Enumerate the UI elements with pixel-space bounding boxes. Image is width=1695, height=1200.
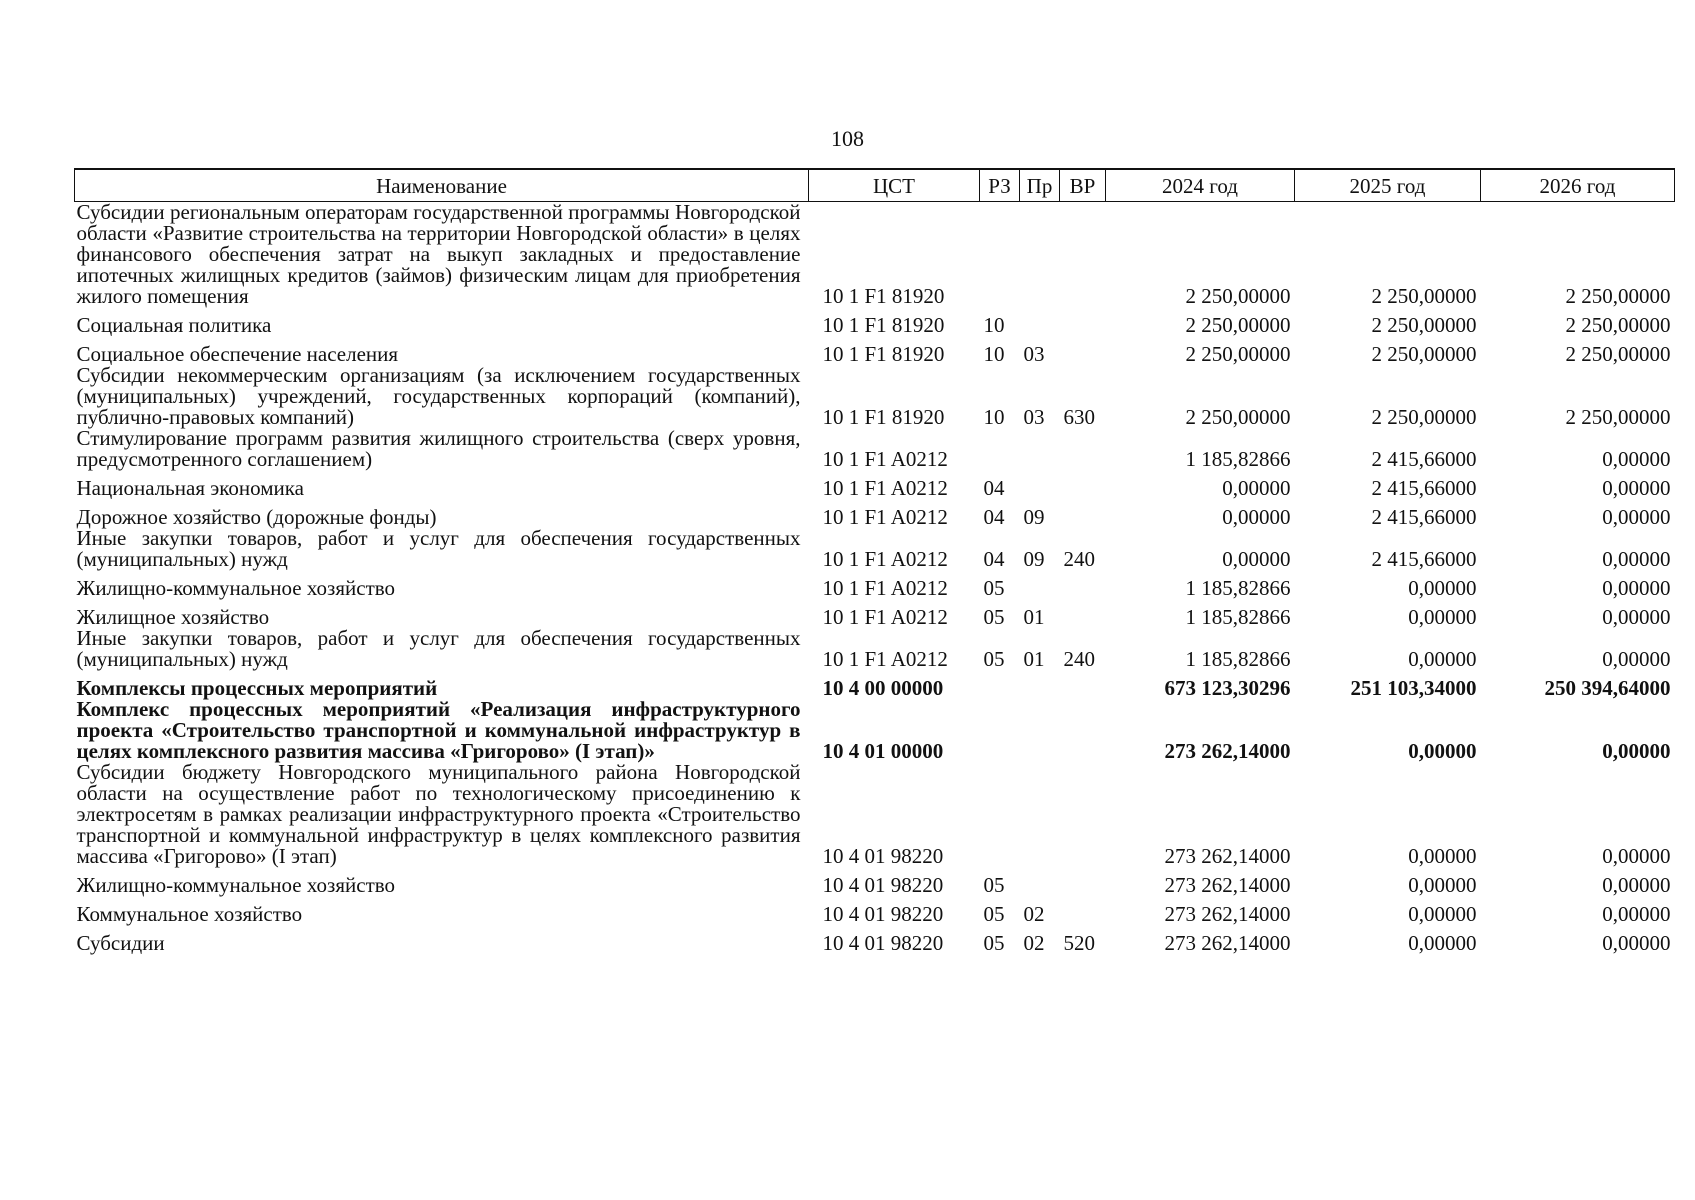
row-2026: 0,00000 bbox=[1602, 873, 1671, 897]
page-number: 108 bbox=[831, 126, 864, 151]
row-2026: 0,00000 bbox=[1602, 902, 1671, 926]
table-row bbox=[75, 428, 1675, 470]
row-cst: 10 1 F1 81920 bbox=[822, 342, 945, 366]
row-2025: 2 415,66000 bbox=[1371, 476, 1477, 500]
row-2025: 0,00000 bbox=[1408, 647, 1477, 671]
row-vr bbox=[1060, 867, 1106, 896]
row-2025: 0,00000 bbox=[1408, 605, 1477, 629]
row-name bbox=[75, 307, 809, 336]
row-2025: 2 415,66000 bbox=[1371, 505, 1477, 529]
row-2025: 0,00000 bbox=[1408, 931, 1477, 955]
table-row bbox=[75, 528, 1675, 570]
row-name bbox=[75, 336, 809, 365]
row-pr: 09 bbox=[1023, 547, 1045, 571]
row-rz: 04 bbox=[983, 547, 1005, 571]
row-2024: 1 185,82866 bbox=[1185, 447, 1291, 471]
row-name bbox=[75, 670, 809, 699]
row-2026: 0,00000 bbox=[1602, 739, 1671, 763]
row-2024: 273 262,14000 bbox=[1164, 739, 1291, 763]
row-rz: 05 bbox=[983, 576, 1005, 600]
row-rz: 05 bbox=[983, 605, 1005, 629]
row-name-text: Жилищное хозяйство bbox=[76, 605, 270, 629]
row-name-text: Субсидии некоммерческим организациям (за исключением государственных (муниципальных) учреждений, государственных корпораций (компаний), публично-правовых компаний) bbox=[76, 363, 801, 429]
row-2024: 1 185,82866 bbox=[1185, 576, 1291, 600]
table-row bbox=[75, 925, 1675, 954]
table-row bbox=[75, 599, 1675, 628]
row-name bbox=[75, 699, 809, 762]
table-row bbox=[75, 628, 1675, 670]
row-cst: 10 4 01 98220 bbox=[822, 873, 944, 897]
row-2026: 2 250,00000 bbox=[1565, 284, 1671, 308]
row-2026: 0,00000 bbox=[1602, 844, 1671, 868]
row-name-text: Иные закупки товаров, работ и услуг для обеспечения государственных (муниципальных) нужд bbox=[76, 626, 801, 671]
row-name bbox=[75, 570, 809, 599]
row-name-text: Социальная политика bbox=[76, 313, 272, 337]
row-pr: 09 bbox=[1023, 505, 1045, 529]
row-2025: 2 250,00000 bbox=[1371, 313, 1477, 337]
row-pr bbox=[1020, 307, 1060, 336]
row-cst: 10 1 F1 81920 bbox=[822, 405, 945, 429]
row-vr bbox=[1060, 428, 1106, 470]
row-name-text: Жилищно-коммунальное хозяйство bbox=[76, 873, 396, 897]
row-name-text: Субсидии региональным операторам государственной программы Новгородской области «Развитие строительства на территории Новгородской области» в целях финансового обеспечения затрат на выкуп закладных и предоставление ипотечных жилищных кредитов (займов) физическим лицам для приобретения жилого помещения bbox=[76, 200, 801, 308]
row-name-text: Субсидии bbox=[76, 931, 165, 955]
row-2025: 0,00000 bbox=[1408, 844, 1477, 868]
row-2024: 2 250,00000 bbox=[1185, 342, 1291, 366]
row-cst: 10 1 F1 A0212 bbox=[822, 447, 948, 471]
row-vr bbox=[1060, 202, 1106, 308]
row-2025: 2 250,00000 bbox=[1371, 405, 1477, 429]
row-name bbox=[75, 628, 809, 670]
row-rz: 10 bbox=[983, 313, 1005, 337]
row-2025: 2 250,00000 bbox=[1371, 342, 1477, 366]
row-name-text: Комплекс процессных мероприятий «Реализация инфраструктурного проекта «Строительство транспортной и коммунальной инфраструктур в целях комплексного развития массива «Григорово» (I этап)» bbox=[76, 697, 801, 763]
row-rz: 04 bbox=[983, 505, 1005, 529]
row-cst: 10 1 F1 A0212 bbox=[822, 605, 948, 629]
row-pr bbox=[1020, 699, 1060, 762]
row-vr bbox=[1060, 470, 1106, 499]
row-2024: 2 250,00000 bbox=[1185, 405, 1291, 429]
row-name bbox=[75, 867, 809, 896]
row-2025: 0,00000 bbox=[1408, 902, 1477, 926]
header-2024: 2024 год bbox=[1106, 169, 1295, 202]
row-name-text: Национальная экономика bbox=[76, 476, 304, 500]
row-2024: 0,00000 bbox=[1222, 476, 1291, 500]
row-vr: 520 bbox=[1063, 931, 1095, 955]
row-vr bbox=[1060, 599, 1106, 628]
row-name-text: Коммунальное хозяйство bbox=[76, 902, 303, 926]
row-2026: 0,00000 bbox=[1602, 647, 1671, 671]
row-2024: 2 250,00000 bbox=[1185, 313, 1291, 337]
row-2025: 2 415,66000 bbox=[1371, 447, 1477, 471]
row-name-text: Иные закупки товаров, работ и услуг для обеспечения государственных (муниципальных) нужд bbox=[76, 526, 801, 571]
row-vr bbox=[1060, 336, 1106, 365]
table-header bbox=[75, 169, 1675, 202]
row-rz: 05 bbox=[983, 873, 1005, 897]
row-2024: 1 185,82866 bbox=[1185, 647, 1291, 671]
budget-table bbox=[74, 168, 1675, 954]
row-cst: 10 1 F1 81920 bbox=[822, 313, 945, 337]
row-name-text: Стимулирование программ развития жилищного строительства (сверх уровня, предусмотренного соглашением) bbox=[76, 426, 801, 471]
row-2025: 0,00000 bbox=[1408, 576, 1477, 600]
table-row bbox=[75, 499, 1675, 528]
row-rz bbox=[980, 699, 1020, 762]
row-name bbox=[75, 896, 809, 925]
row-2026: 0,00000 bbox=[1602, 605, 1671, 629]
header-2026: 2026 год bbox=[1481, 169, 1675, 202]
row-2026: 0,00000 bbox=[1602, 576, 1671, 600]
row-2024: 1 185,82866 bbox=[1185, 605, 1291, 629]
row-2024: 273 262,14000 bbox=[1164, 844, 1291, 868]
row-pr bbox=[1020, 428, 1060, 470]
row-2026: 250 394,64000 bbox=[1544, 676, 1671, 700]
row-vr bbox=[1060, 499, 1106, 528]
row-cst: 10 4 01 98220 bbox=[822, 844, 944, 868]
row-rz bbox=[980, 202, 1020, 308]
row-pr bbox=[1020, 670, 1060, 699]
header-name: Наименование bbox=[75, 169, 809, 202]
row-vr bbox=[1060, 307, 1106, 336]
row-2026: 0,00000 bbox=[1602, 476, 1671, 500]
row-cst: 10 1 F1 A0212 bbox=[822, 505, 948, 529]
table-row bbox=[75, 336, 1675, 365]
row-rz: 10 bbox=[983, 405, 1005, 429]
row-name-text: Социальное обеспечение населения bbox=[76, 342, 399, 366]
row-2024: 0,00000 bbox=[1222, 547, 1291, 571]
row-vr bbox=[1060, 762, 1106, 867]
table-row bbox=[75, 570, 1675, 599]
row-pr bbox=[1020, 762, 1060, 867]
row-vr: 630 bbox=[1063, 405, 1095, 429]
row-pr bbox=[1020, 867, 1060, 896]
row-pr bbox=[1020, 570, 1060, 599]
row-rz: 04 bbox=[983, 476, 1005, 500]
table-row bbox=[75, 202, 1675, 308]
row-vr bbox=[1060, 699, 1106, 762]
row-pr: 02 bbox=[1023, 902, 1045, 926]
row-vr bbox=[1060, 570, 1106, 599]
row-2025: 2 415,66000 bbox=[1371, 547, 1477, 571]
row-name-text: Комплексы процессных мероприятий bbox=[76, 676, 438, 700]
row-name bbox=[75, 470, 809, 499]
row-name-text: Субсидии бюджету Новгородского муниципального района Новгородской области на осуществление работ по технологическому присоединению к электросетям в рамках реализации инфраструктурного проекта «Строительство транспортной и коммунальной инфраструктур в целях комплексного развития массива «Григорово» (I этап) bbox=[76, 760, 801, 868]
row-2026: 2 250,00000 bbox=[1565, 313, 1671, 337]
header-rz: РЗ bbox=[980, 169, 1020, 202]
row-2025: 2 250,00000 bbox=[1371, 284, 1477, 308]
row-pr: 02 bbox=[1023, 931, 1045, 955]
row-name bbox=[75, 925, 809, 954]
table-row bbox=[75, 762, 1675, 867]
row-cst: 10 1 F1 A0212 bbox=[822, 647, 948, 671]
row-pr bbox=[1020, 470, 1060, 499]
row-cst: 10 4 00 00000 bbox=[822, 676, 944, 700]
row-2024: 273 262,14000 bbox=[1164, 931, 1291, 955]
row-2024: 273 262,14000 bbox=[1164, 873, 1291, 897]
header-vr: ВР bbox=[1060, 169, 1106, 202]
row-cst: 10 4 01 98220 bbox=[822, 902, 944, 926]
row-name bbox=[75, 599, 809, 628]
row-cst: 10 1 F1 A0212 bbox=[822, 576, 948, 600]
row-cst: 10 1 F1 81920 bbox=[822, 284, 945, 308]
row-2025: 251 103,34000 bbox=[1350, 676, 1477, 700]
row-name bbox=[75, 499, 809, 528]
header-row bbox=[75, 169, 1675, 202]
row-vr bbox=[1060, 896, 1106, 925]
row-rz: 05 bbox=[983, 931, 1005, 955]
row-pr bbox=[1020, 202, 1060, 308]
row-2024: 0,00000 bbox=[1222, 505, 1291, 529]
row-name bbox=[75, 365, 809, 428]
row-2026: 0,00000 bbox=[1602, 447, 1671, 471]
row-2025: 0,00000 bbox=[1408, 739, 1477, 763]
row-2024: 2 250,00000 bbox=[1185, 284, 1291, 308]
table-row bbox=[75, 307, 1675, 336]
header-cst: ЦСТ bbox=[809, 169, 980, 202]
table-row bbox=[75, 699, 1675, 762]
table-row bbox=[75, 470, 1675, 499]
row-cst: 10 1 F1 A0212 bbox=[822, 547, 948, 571]
row-2024: 273 262,14000 bbox=[1164, 902, 1291, 926]
row-vr: 240 bbox=[1063, 647, 1095, 671]
row-rz bbox=[980, 428, 1020, 470]
table-row bbox=[75, 867, 1675, 896]
row-2026: 0,00000 bbox=[1602, 931, 1671, 955]
row-pr: 01 bbox=[1023, 605, 1045, 629]
table-row bbox=[75, 896, 1675, 925]
row-rz: 05 bbox=[983, 902, 1005, 926]
row-rz bbox=[980, 762, 1020, 867]
row-rz: 05 bbox=[983, 647, 1005, 671]
row-vr bbox=[1060, 670, 1106, 699]
row-cst: 10 1 F1 A0212 bbox=[822, 476, 948, 500]
row-name bbox=[75, 202, 809, 308]
row-cst: 10 4 01 98220 bbox=[822, 931, 944, 955]
table-row bbox=[75, 670, 1675, 699]
row-2024: 673 123,30296 bbox=[1164, 676, 1291, 700]
row-rz bbox=[980, 670, 1020, 699]
row-name-text: Жилищно-коммунальное хозяйство bbox=[76, 576, 396, 600]
row-name bbox=[75, 762, 809, 867]
row-vr: 240 bbox=[1063, 547, 1095, 571]
row-2026: 0,00000 bbox=[1602, 505, 1671, 529]
row-pr: 03 bbox=[1023, 405, 1045, 429]
row-2025: 0,00000 bbox=[1408, 873, 1477, 897]
row-cst: 10 4 01 00000 bbox=[822, 739, 944, 763]
row-name bbox=[75, 528, 809, 570]
header-pr: Пр bbox=[1020, 169, 1060, 202]
row-name-text: Дорожное хозяйство (дорожные фонды) bbox=[76, 505, 437, 529]
row-pr: 01 bbox=[1023, 647, 1045, 671]
row-2026: 2 250,00000 bbox=[1565, 405, 1671, 429]
row-2026: 2 250,00000 bbox=[1565, 342, 1671, 366]
row-pr: 03 bbox=[1023, 342, 1045, 366]
table-row bbox=[75, 365, 1675, 428]
row-2026: 0,00000 bbox=[1602, 547, 1671, 571]
header-2025: 2025 год bbox=[1295, 169, 1481, 202]
row-rz: 10 bbox=[983, 342, 1005, 366]
row-name bbox=[75, 428, 809, 470]
table-body bbox=[75, 202, 1675, 955]
